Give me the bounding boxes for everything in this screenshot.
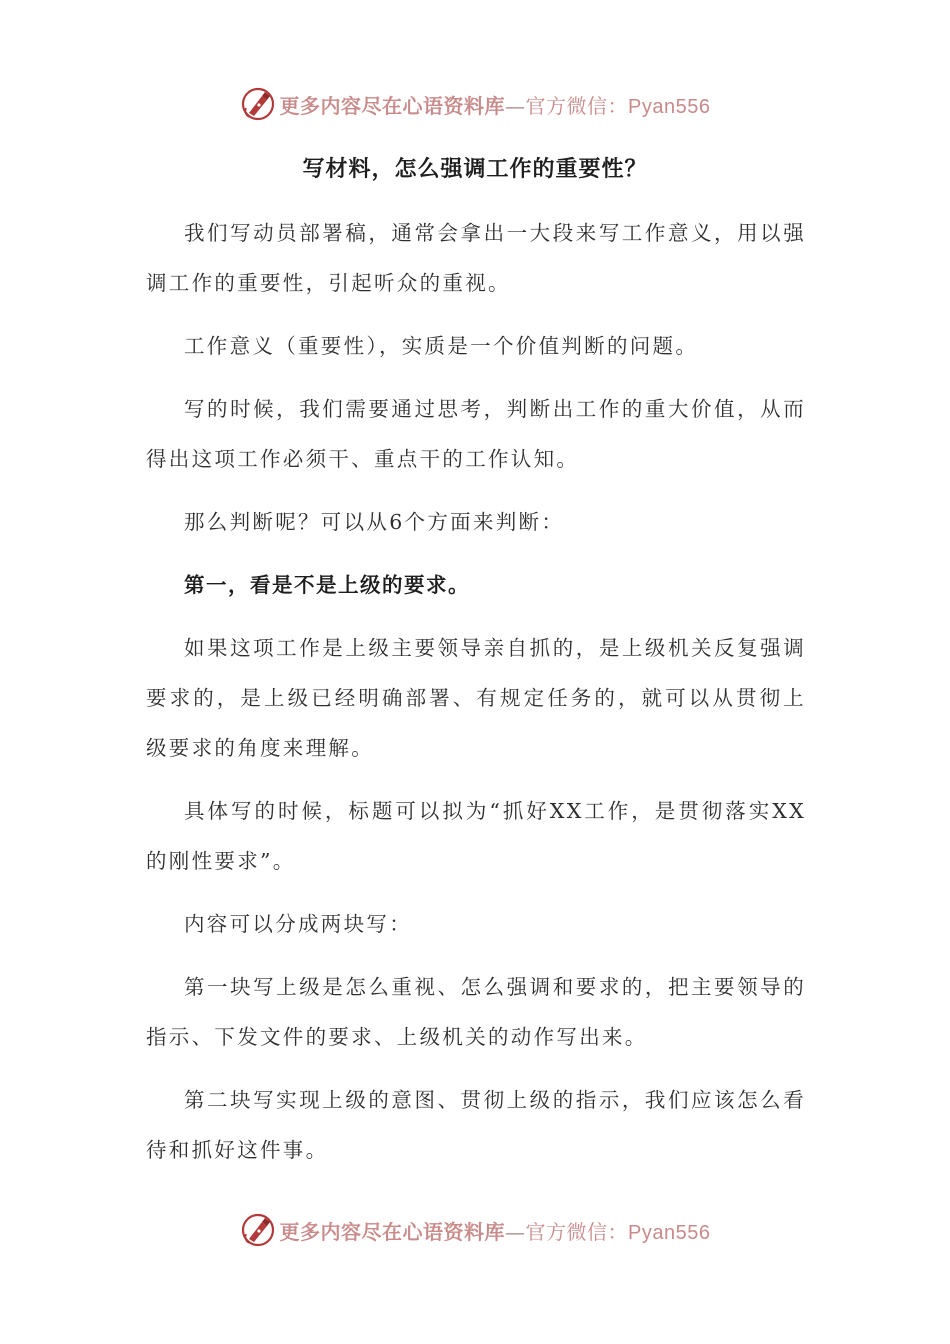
body-paragraph: 工作意义（重要性），实质是一个价值判断的问题。 bbox=[184, 334, 699, 358]
watermark-wechat-account: Pyan556 bbox=[628, 95, 711, 118]
watermark-text bbox=[280, 1216, 711, 1245]
watermark-wechat-label: 官方微信： bbox=[525, 93, 629, 118]
body-paragraph: 第一块写上级是怎么重视、怎么强调和要求的，把主要领导的指示、下发文件的要求、上级机关的动作写出来。 bbox=[146, 975, 806, 1049]
watermark-text bbox=[280, 90, 711, 119]
watermark-wechat-account: Pyan556 bbox=[628, 1221, 711, 1244]
document-title: 写材料，怎么强调工作的重要性？ bbox=[302, 157, 648, 182]
document-body bbox=[146, 208, 806, 1188]
body-paragraph: 写的时候，我们需要通过思考，判断出工作的重大价值，从而得出这项工作必须干、重点干的工作认知。 bbox=[146, 397, 806, 471]
watermark-footer bbox=[0, 1210, 950, 1250]
watermark-header bbox=[0, 84, 950, 124]
body-paragraph: 我们写动员部署稿，通常会拿出一大段来写工作意义，用以强调工作的重要性，引起听众的重视。 bbox=[146, 221, 806, 295]
body-paragraph: 内容可以分成两块写： bbox=[184, 912, 412, 936]
body-paragraph: 具体写的时候，标题可以拟为“抓好XX工作，是贯彻落实XX的刚性要求”。 bbox=[146, 799, 806, 873]
section-heading: 第一，看是不是上级的要求。 bbox=[184, 573, 470, 597]
body-paragraph: 那么判断呢？可以从6个方面来判断： bbox=[184, 510, 565, 534]
watermark-site-name: 更多内容尽在心语资料库 bbox=[279, 1219, 506, 1244]
watermark-separator: — bbox=[505, 93, 526, 118]
watermark-separator: — bbox=[505, 1219, 526, 1244]
watermark-wechat-label: 官方微信： bbox=[525, 1219, 629, 1244]
body-paragraph: 第二块写实现上级的意图、贯彻上级的指示，我们应该怎么看待和抓好这件事。 bbox=[146, 1088, 806, 1162]
watermark-site-name: 更多内容尽在心语资料库 bbox=[279, 93, 506, 118]
pen-nib-logo-icon bbox=[240, 1212, 276, 1248]
body-paragraph: 如果这项工作是上级主要领导亲自抓的，是上级机关反复强调要求的，是上级已经明确部署、有规定任务的，就可以从贯彻上级要求的角度来理解。 bbox=[146, 636, 806, 760]
pen-nib-logo-icon bbox=[240, 86, 276, 122]
